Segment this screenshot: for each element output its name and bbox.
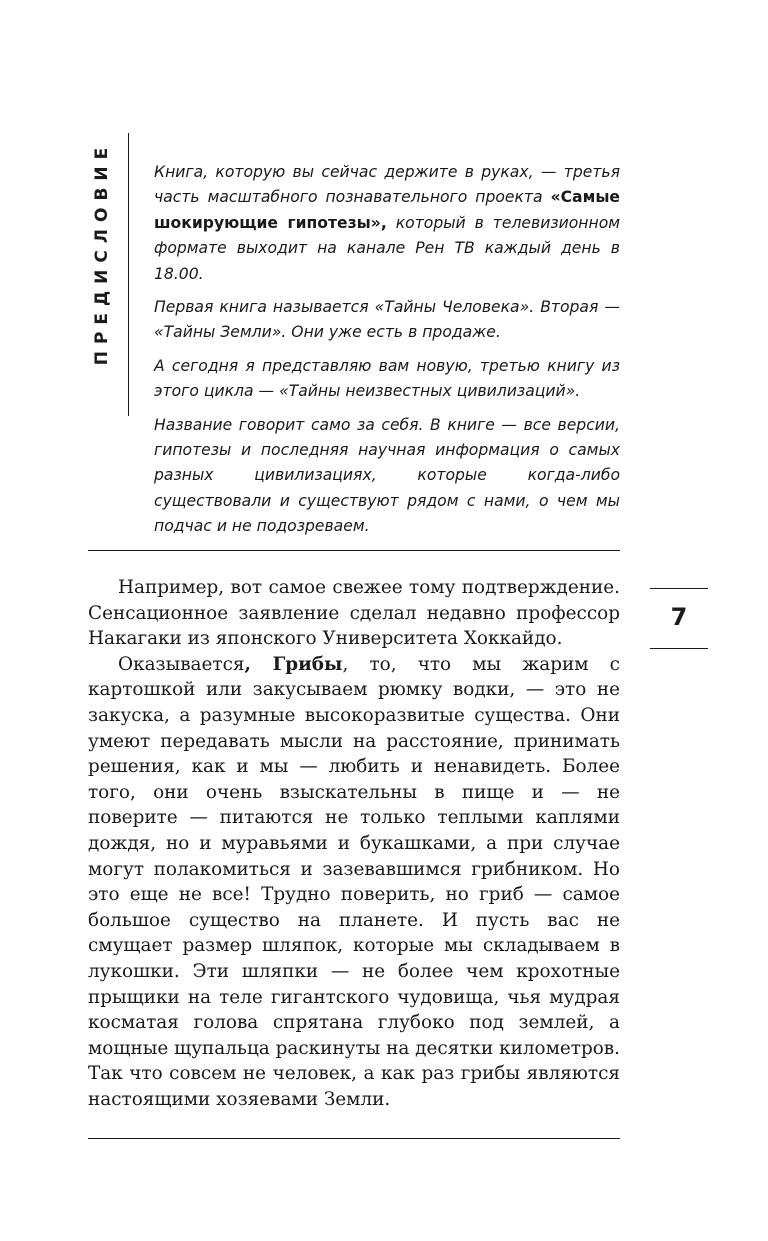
top-divider (88, 550, 620, 551)
bottom-divider (88, 1138, 620, 1139)
intro-paragraph-4: Название говорит само за себя. В книге — все версии, гипотезы и последняя научная информация о самых разных цивилизациях, которые когда-либо существовали и существуют рядом с нами, о чем мы подчас и не подозреваем. (154, 415, 620, 536)
intro-p1-start: Книга, которую вы сейчас держите в руках, — третья часть масштабного познавательного проекта (154, 163, 620, 207)
intro-paragraph-3: А сегодня я представляю вам новую, третью книгу из этого цикла — «Тайны неизвестных цивилизаций». (154, 356, 620, 401)
body-paragraph-2 (88, 652, 620, 1113)
section-label-text: ПРЕДИСЛОВИЕ (92, 140, 112, 366)
preface-intro (154, 160, 620, 548)
project-title: «Самые шокирующие гипотезы», (154, 188, 620, 232)
main-text (88, 575, 620, 1112)
intro-paragraph-1 (154, 160, 620, 287)
body-p2-start: Оказывается (118, 653, 245, 675)
intro-p1-end: который в телевизионном формате выходит на канале Рен ТВ каждый день в 18.00. (154, 213, 620, 283)
body-p2-end: , то, что мы жарим с картошкой или закусываем рюмку водки, — это не закуска, а разумные высокоразвитые существа. Они умеют передавать мысли на расстояние, принимать решения, как и мы — любить и ненавидеть. Более того, они очень взыскательны в пище и — не поверите — питаются не только теплыми каплями дождя, но и муравьями и букашками, а при случае могут полакомиться и зазевавшимся грибником. Но это еще не все! Трудно поверить, но гриб — самое большое существо на планете. И пусть вас не смущает размер шляпок, которые мы складываем в лукошки. Эти шляпки — не более чем крохотные прыщики на теле гигантского чудовища, чья мудрая косматая голова спрятана глубоко под землей, а мощные щупальца раскинуты на десятки километров. Так что совсем не человек, а как раз грибы являются настоящими хозяевами Земли. (88, 653, 620, 1110)
page-number-rule-bottom (650, 648, 708, 649)
mushrooms-bold: , Грибы (244, 653, 343, 675)
intro-paragraph-2: Первая книга называется «Тайны Человека». Вторая — «Тайны Земли». Они уже есть в продаже. (154, 298, 620, 342)
section-label (82, 140, 122, 366)
page-number: 7 (670, 603, 688, 631)
vertical-divider (128, 133, 129, 416)
page-number-rule-top (650, 588, 708, 589)
body-paragraph-1: Например, вот самое свежее тому подтверждение. Сенсационное заявление сделал недавно профессор Накагаки из японского Университета Хоккайдо. (88, 577, 620, 650)
